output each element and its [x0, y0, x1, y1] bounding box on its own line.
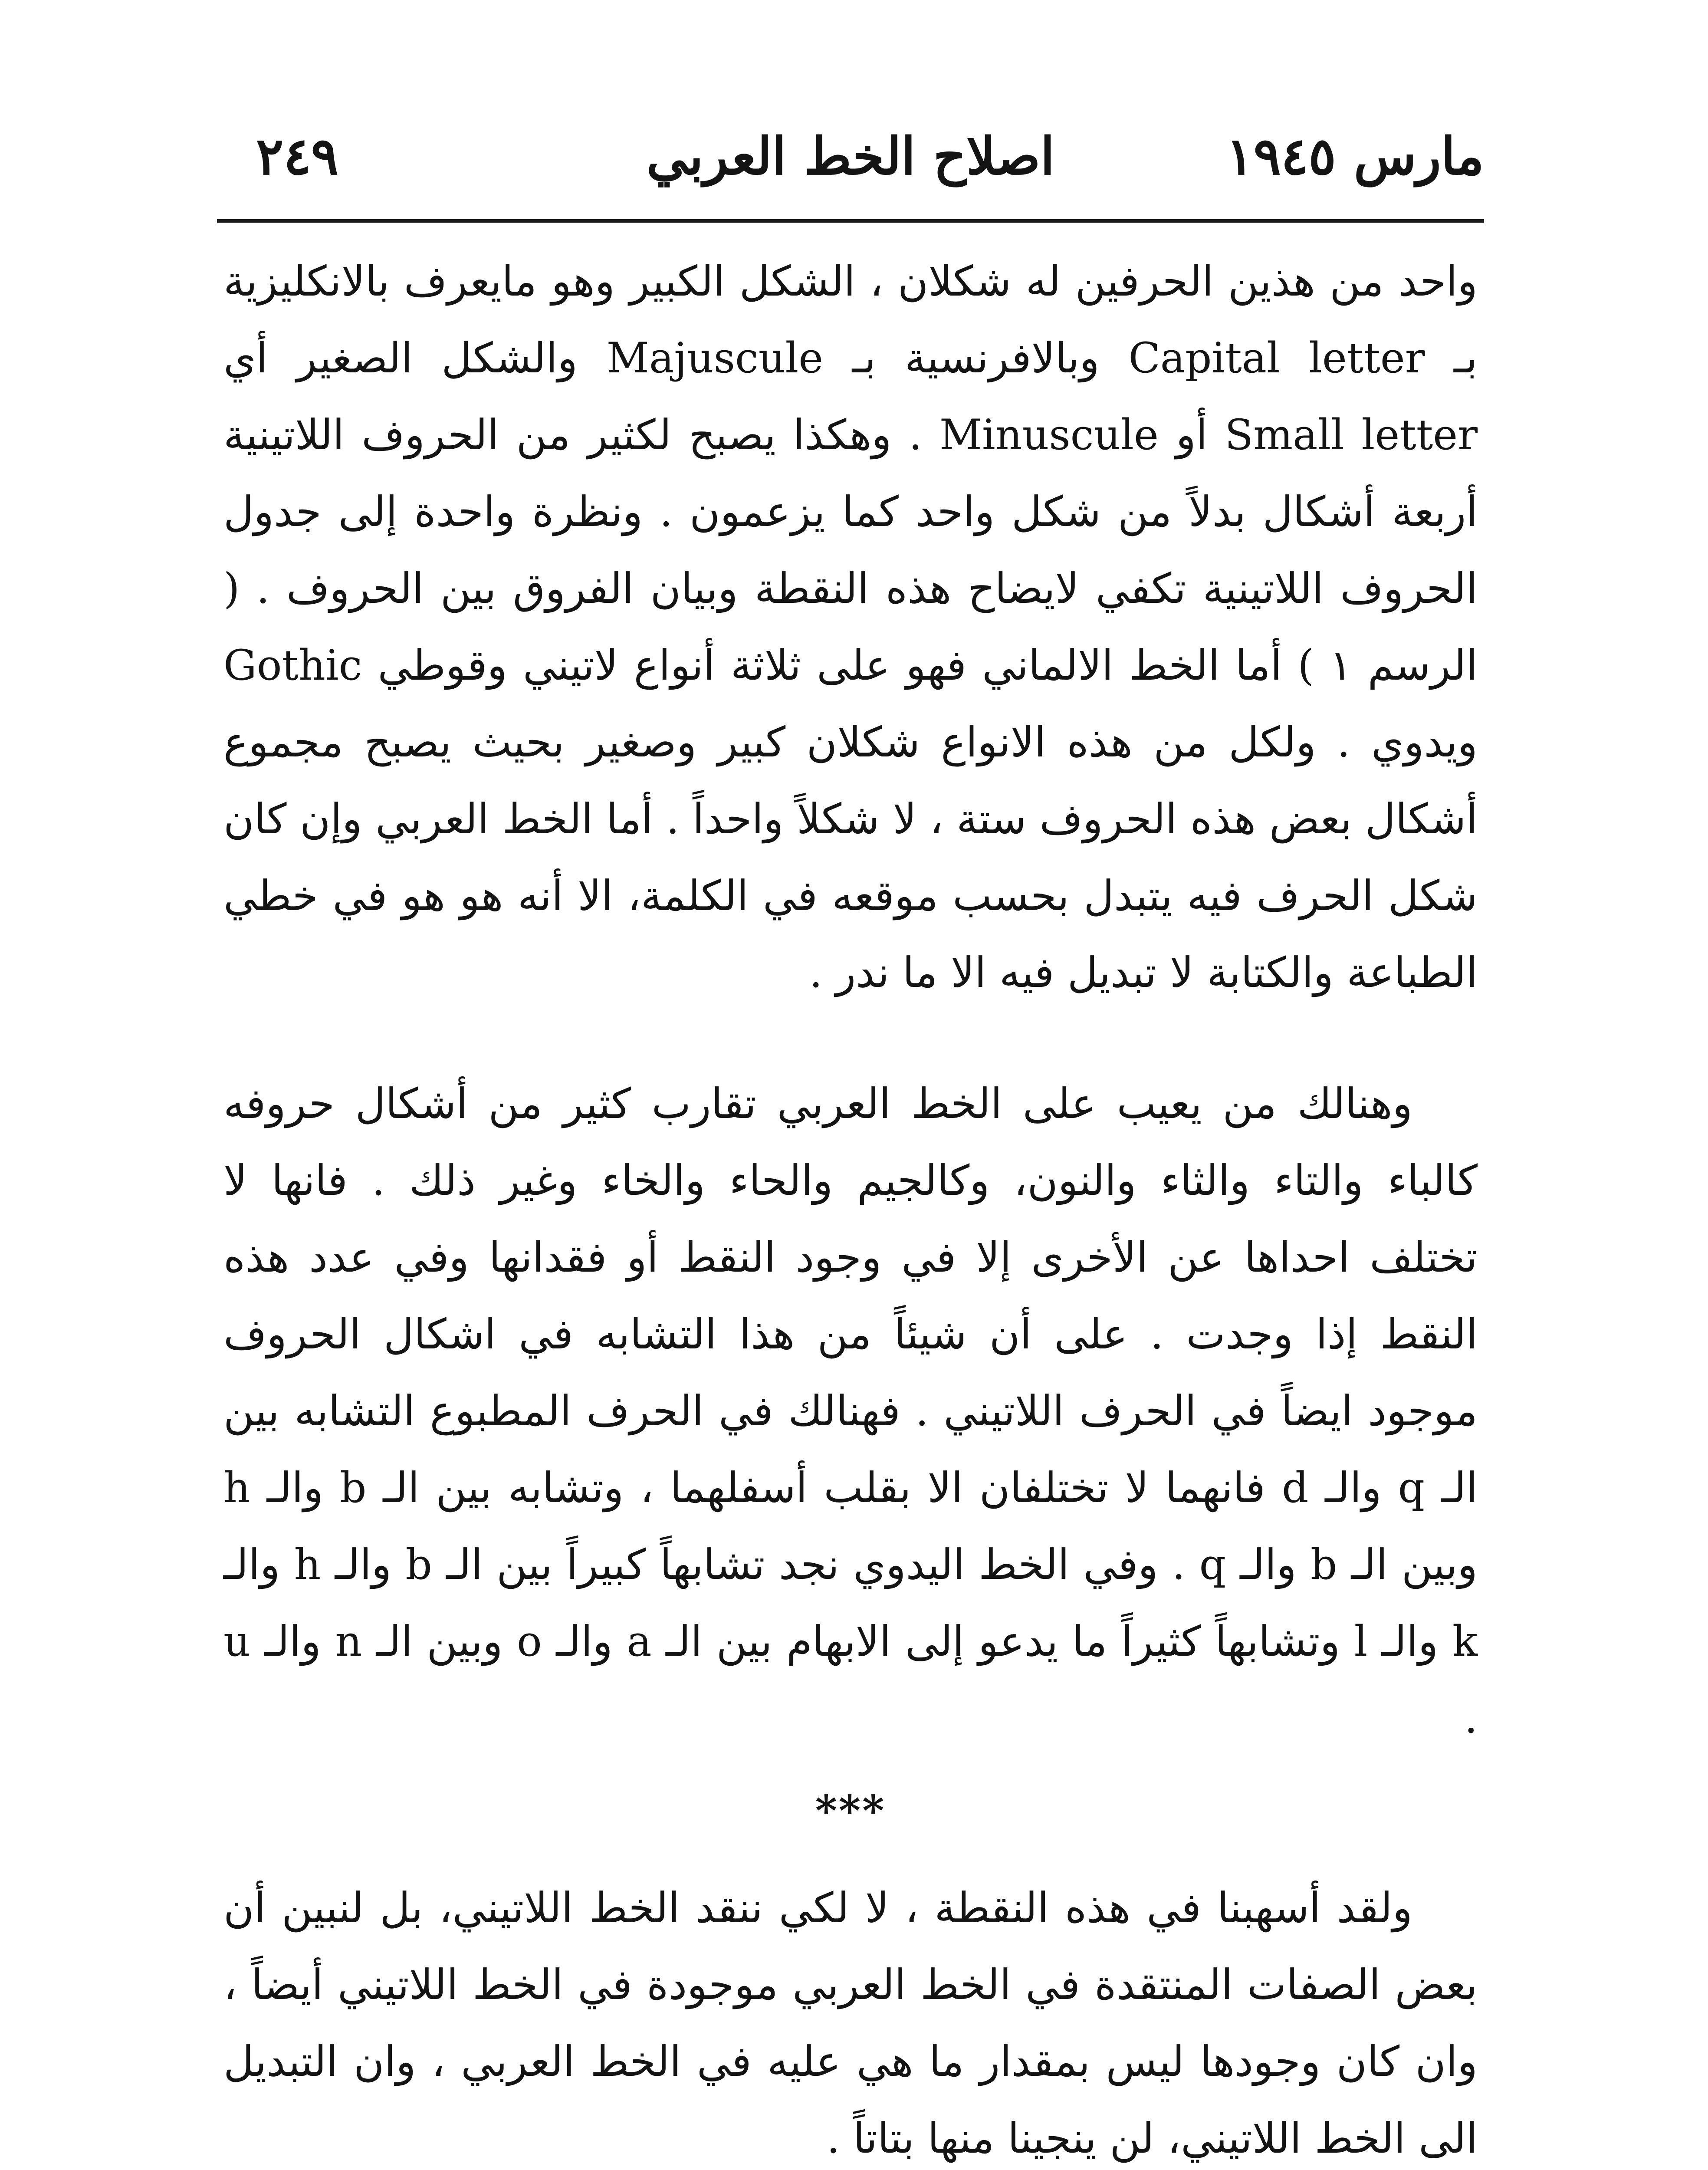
paragraph-2: وهنالك من يعيب على الخط العربي تقارب كثير من أشكال حروفه كالباء والتاء والثاء والنون، وكالجيم والحاء والخاء وغير ذلك . فانها لا تختلف احداها عن الأخرى إلا في وجود النقط أو فقدانها وفي عدد هذه النقط إذا وجدت . على أن شيئاً من هذا التشابه في اشكال الحروف موجود ايضاً في الحرف اللاتيني . فهنالك في الحرف المطبوع التشابه بين الـ q والـ d فانهما لا تختلفان الا بقلب أسفلهما ، وتشابه بين الـ b والـ h وبين الـ b والـ q . وفي الخط اليدوي نجد تشابهاً كبيراً بين الـ b والـ h والـ k والـ l وتشابهاً كثيراً ما يدعو إلى الابهام بين الـ a والـ o وبين الـ n والـ u .: [223, 1079, 1478, 1743]
issue-date: مارس ١٩٤٥: [1226, 126, 1484, 186]
header-rule: [217, 219, 1484, 223]
section-separator: ***: [815, 1786, 886, 1835]
page-number: ٢٤٩: [256, 126, 339, 186]
paragraph-3: ولقد أسهبنا في هذه النقطة ، لا لكي ننقد الخط اللاتيني، بل لنبين أن بعض الصفات المنتقدة في الخط العربي موجودة في الخط اللاتيني أيضاً ، وان كان وجودها ليس بمقدار ما هي عليه في الخط العربي ، وان التبديل الى الخط اللاتيني، لن ينجينا منها بتاتاً .: [223, 1884, 1478, 2163]
paragraph-1: واحد من هذين الحرفين له شكلان ، الشكل الكبير وهو مايعرف بالانكليزية بـ Capital letter وبالافرنسية بـ Majuscule والشكل الصغير أي Small letter أو Minuscule . وهكذا يصبح لكثير من الحروف اللاتينية أربعة أشكال بدلاً من شكل واحد كما يزعمون . ونظرة واحدة إلى جدول الحروف اللاتينية تكفي لايضاح هذه النقطة وبيان الفروق بين الحروف . ( الرسم ١ ) أما الخط الالماني فهو على ثلاثة أنواع لاتيني وقوطي Gothic ويدوي . ولكل من هذه الانواع شكلان كبير وصغير بحيث يصبح مجموع أشكال بعض هذه الحروف ستة ، لا شكلاً واحداً . أما الخط العربي وإن كان شكل الحرف فيه يتبدل بحسب موقعه في الكلمة، الا أنه هو هو في خطي الطباعة والكتابة لا تبديل فيه الا ما ندر .: [223, 257, 1478, 997]
article-body: [223, 243, 1478, 2170]
page-header: [217, 104, 1484, 200]
paragraph-gap: [223, 1011, 1478, 1065]
running-title: اصلاح الخط العربي: [646, 126, 1055, 186]
